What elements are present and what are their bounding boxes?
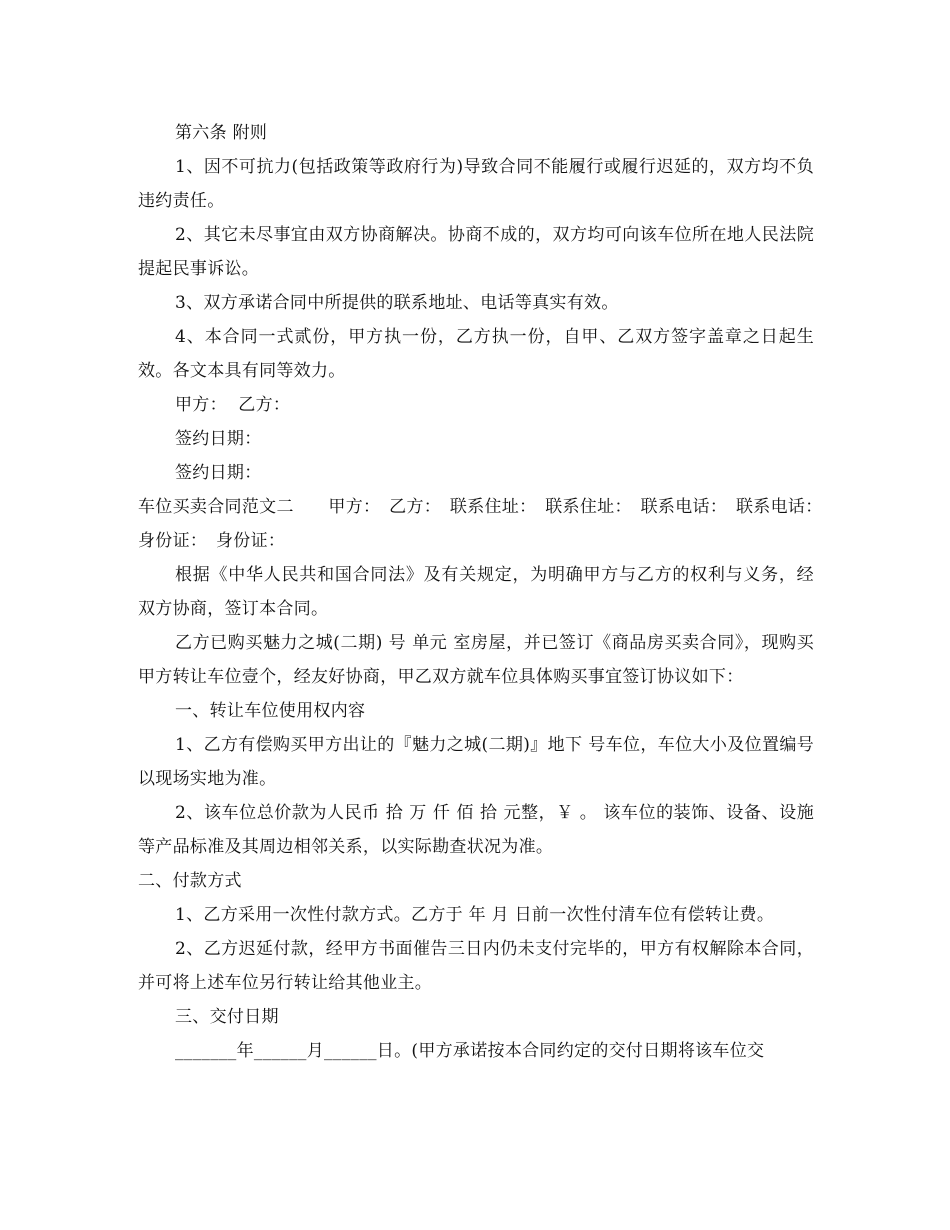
article-6-clause-4: 4、本合同一式贰份，甲方执一份，乙方执一份，自甲、乙双方签字盖章之日起生效。各文本具有同等效力。 bbox=[138, 327, 814, 381]
background: 乙方已购买魅力之城(二期) 号 单元 室房屋，并已签订《商品房买卖合同》，现购买甲方转让车位壹个，经友好协商，甲乙双方就车位具体购买事宜签订协议如下： bbox=[138, 633, 814, 687]
sign-date-line: 签约日期： bbox=[175, 429, 262, 449]
section-1-heading: 一、转让车位使用权内容 bbox=[175, 701, 366, 721]
section-2-clause-1: 1、乙方采用一次性付款方式。乙方于 年 月 日前一次性付清车位有偿转让费。 bbox=[175, 905, 775, 925]
section-1-clause-1: 1、乙方有偿购买甲方出让的『魅力之城(二期)』地下 号车位，车位大小及位置编号以现场实地为准。 bbox=[138, 735, 814, 789]
sign-date-line: 签约日期： bbox=[175, 463, 262, 483]
contract-2-header: 车位买卖合同范文二 甲方： 乙方： 联系住址： 联系住址： 联系电话： 联系电话： 身份证： 身份证： bbox=[138, 497, 832, 551]
article-6-clause-2: 2、其它未尽事宜由双方协商解决。协商不成的，双方均可向该车位所在地人民法院提起民事诉讼。 bbox=[138, 225, 814, 279]
preamble: 根据《中华人民共和国合同法》及有关规定，为明确甲方与乙方的权利与义务，经双方协商，签订本合同。 bbox=[138, 565, 814, 619]
document-body bbox=[138, 116, 832, 1068]
signature-line: 甲方： 乙方： bbox=[175, 395, 291, 415]
section-2-clause-2: 2、乙方迟延付款，经甲方书面催告三日内仍未支付完毕的，甲方有权解除本合同，并可将上述车位另行转让给其他业主。 bbox=[138, 939, 814, 993]
section-3-heading: 三、交付日期 bbox=[175, 1007, 279, 1027]
section-3-clause-1: _______年______月______日。(甲方承诺按本合同约定的交付日期将该车位交 bbox=[175, 1041, 765, 1061]
section-2-heading: 二、付款方式 bbox=[138, 871, 242, 891]
article-6-clause-3: 3、双方承诺合同中所提供的联系地址、电话等真实有效。 bbox=[175, 293, 619, 313]
section-1-clause-2: 2、该车位总价款为人民币 拾 万 仟 佰 拾 元整，￥ 。 该车位的装饰、设备、设施等产品标准及其周边相邻关系，以实际勘查状况为准。 bbox=[138, 803, 814, 857]
article-6-heading: 第六条 附则 bbox=[175, 123, 268, 143]
article-6-clause-1: 1、因不可抗力(包括政策等政府行为)导致合同不能履行或履行迟延的，双方均不负违约责任。 bbox=[138, 157, 814, 211]
